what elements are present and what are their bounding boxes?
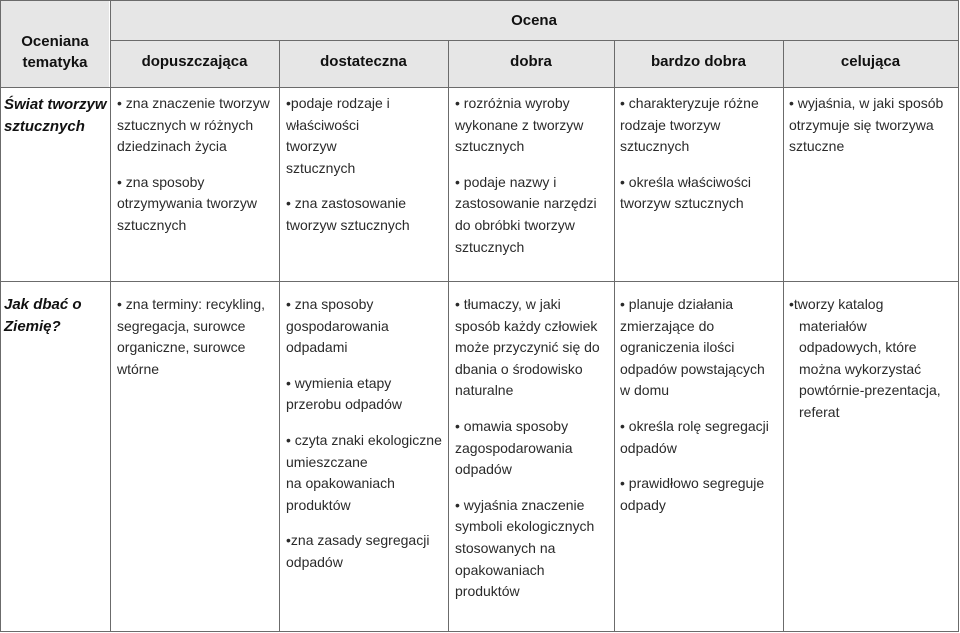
row-topic-line2: Ziemię?	[4, 317, 61, 335]
grade-header-dostateczna: dostateczna	[320, 53, 407, 70]
bullet-item	[789, 294, 957, 424]
cell-r1-dostateczna	[286, 93, 446, 237]
rule	[0, 281, 959, 282]
grade-header-dobra: dobra	[510, 53, 552, 70]
bullet-line: sztucznych	[455, 138, 525, 155]
topic-header-line1: Oceniana	[21, 33, 89, 50]
bullet-line: organiczne, surowce	[117, 339, 246, 356]
bullet-line: tworzyw sztucznych	[286, 216, 410, 233]
bullet-item	[789, 93, 957, 158]
row-topic	[4, 294, 110, 337]
cell-r2-dobra	[455, 294, 612, 603]
bullet-item	[620, 93, 782, 158]
bullet-line: produktów	[455, 583, 520, 600]
rule	[448, 40, 449, 632]
bullet-item	[286, 530, 446, 573]
bullet-line: • charakteryzuje różne	[620, 95, 759, 111]
cell-r1-dopuszczajaca	[117, 93, 277, 237]
bullet-line: w domu	[620, 382, 670, 399]
bullet-line: przerobu odpadów	[286, 396, 402, 413]
bullet-line: • określa właściwości	[620, 173, 751, 190]
bullet-item	[117, 294, 277, 380]
bullet-line: zmierzające do	[620, 317, 715, 334]
bullet-line: odpadami	[286, 339, 348, 356]
bullet-item	[455, 416, 612, 481]
bullet-line: • wymienia etapy	[286, 374, 392, 391]
bullet-item	[117, 93, 277, 158]
bullet-item	[286, 193, 446, 236]
ocena-header: Ocena	[511, 12, 557, 29]
bullet-item	[117, 172, 277, 237]
bullet-item	[620, 416, 782, 459]
bullet-line: gospodarowania	[286, 317, 389, 334]
bullet-item	[286, 294, 446, 359]
bullet-line: tworzyw sztucznych	[620, 195, 744, 212]
cell-r2-dopuszczajaca	[117, 294, 277, 380]
bullet-line: sztucznych	[286, 159, 356, 176]
cell-r1-celujaca	[789, 93, 957, 158]
bullet-line: sposób każdy człowiek	[455, 317, 598, 334]
cell-r1-bardzo-dobra	[620, 93, 782, 215]
bullet-line: sztucznych	[455, 238, 525, 255]
bullet-line: • podaje nazwy i	[455, 173, 557, 190]
bullet-line: produktów	[286, 496, 351, 513]
bullet-line: odpadów	[455, 461, 512, 478]
bullet-item	[620, 294, 782, 402]
bullet-item	[286, 373, 446, 416]
bullet-line: dziedzinach życia	[117, 138, 227, 155]
bullet-line: opakowaniach	[455, 561, 545, 578]
row-topic-line1: Jak dbać o	[4, 296, 82, 313]
bullet-line: tworzyw	[286, 138, 337, 155]
bullet-item	[455, 294, 612, 402]
cell-r2-bardzo-dobra	[620, 294, 782, 516]
bullet-line: • wyjaśnia znaczenie	[455, 496, 585, 513]
bullet-line: na opakowaniach	[286, 475, 395, 492]
rule	[279, 40, 280, 632]
bullet-line: • czyta znaki ekologiczne	[286, 431, 442, 448]
bullet-line: właściwości	[286, 116, 360, 133]
bullet-item	[620, 473, 782, 516]
bullet-line: • wyjaśnia, w jaki sposób	[789, 95, 944, 111]
rule	[0, 631, 959, 632]
bullet-line: symboli ekologicznych	[455, 518, 595, 535]
bullet-line: może przyczynić się do	[455, 339, 600, 356]
row-topic	[4, 94, 110, 137]
bullet-line: otrzymywania tworzyw	[117, 195, 258, 212]
bullet-item	[455, 495, 612, 603]
bullet-line: •tworzy katalog	[789, 296, 884, 312]
bullet-line: ograniczenia ilości	[620, 339, 735, 356]
rule	[110, 0, 111, 632]
bullet-item	[455, 172, 612, 258]
bullet-line: umieszczane	[286, 453, 368, 470]
bullet-line: zastosowanie narzędzi	[455, 195, 597, 212]
bullet-item	[286, 430, 446, 516]
bullet-line: • planuje działania	[620, 296, 734, 312]
bullet-line: sztuczne	[789, 138, 845, 155]
bullet-line: sztucznych w różnych	[117, 116, 254, 133]
rule	[958, 0, 959, 632]
bullet-line: naturalne	[455, 382, 514, 399]
cell-r2-dostateczna	[286, 294, 446, 574]
bullet-line: sztucznych	[620, 138, 690, 155]
bullet-line: •zna zasady segregacji	[286, 532, 430, 549]
bullet-item	[620, 172, 782, 215]
grade-header-celujaca: celująca	[840, 53, 901, 70]
bullet-line: odpadów	[286, 553, 343, 570]
bullet-line: rodzaje tworzyw	[620, 116, 721, 133]
bullet-line: • zna sposoby	[117, 173, 205, 190]
topic-header	[0, 31, 110, 73]
row-topic-line2: sztucznych	[4, 117, 85, 135]
grade-header-bardzo-dobra: bardzo dobra	[650, 53, 746, 70]
bullet-line: odpadów powstających	[620, 360, 765, 377]
bullet-line: referat	[799, 403, 840, 420]
bullet-line: powtórnie-prezentacja,	[799, 382, 941, 399]
bullet-line: • zna znaczenie tworzyw	[117, 95, 270, 111]
bullet-line: stosowanych na	[455, 539, 556, 556]
bullet-line: • zna sposoby	[286, 296, 374, 312]
bullet-line: • określa rolę segregacji	[620, 417, 769, 434]
bullet-line: wtórne	[117, 360, 160, 377]
row-topic-line1: Świat tworzyw	[4, 96, 107, 113]
rule	[0, 87, 959, 88]
bullet-item	[286, 93, 446, 179]
bullet-line: odpadów	[620, 439, 677, 456]
rule	[0, 0, 1, 632]
bullet-item	[455, 93, 612, 158]
bullet-line: sztucznych	[117, 216, 187, 233]
bullet-line: do obróbki tworzyw	[455, 216, 575, 233]
cell-r2-celujaca	[789, 294, 957, 424]
bullet-line: wykonane z tworzyw	[455, 116, 584, 133]
bullet-line: segregacja, surowce	[117, 317, 246, 334]
bullet-line: • omawia sposoby	[455, 417, 569, 434]
bullet-line: dbania o środowisko	[455, 360, 583, 377]
bullet-line: • tłumaczy, w jaki	[455, 296, 561, 312]
bullet-line: otrzymuje się tworzywa	[789, 116, 934, 133]
bullet-line: • prawidłowo segreguje	[620, 475, 765, 492]
bullet-line: odpadowych, które	[799, 339, 917, 356]
cell-r1-dobra	[455, 93, 612, 258]
bullet-line: można wykorzystać	[799, 360, 922, 377]
grade-header-dopuszczajaca: dopuszczająca	[141, 53, 248, 70]
rule	[0, 0, 959, 1]
bullet-line: • rozróżnia wyroby	[455, 95, 570, 111]
bullet-line: •podaje rodzaje i	[286, 95, 390, 111]
bullet-line: • zna zastosowanie	[286, 195, 407, 212]
bullet-line: materiałów	[799, 317, 867, 334]
bullet-line: odpady	[620, 496, 666, 513]
bullet-line: zagospodarowania	[455, 439, 573, 456]
rule	[783, 40, 784, 632]
topic-header-line2: tematyka	[22, 54, 88, 71]
rule	[614, 40, 615, 632]
bullet-line: • zna terminy: recykling,	[117, 296, 266, 312]
rule	[110, 40, 959, 41]
